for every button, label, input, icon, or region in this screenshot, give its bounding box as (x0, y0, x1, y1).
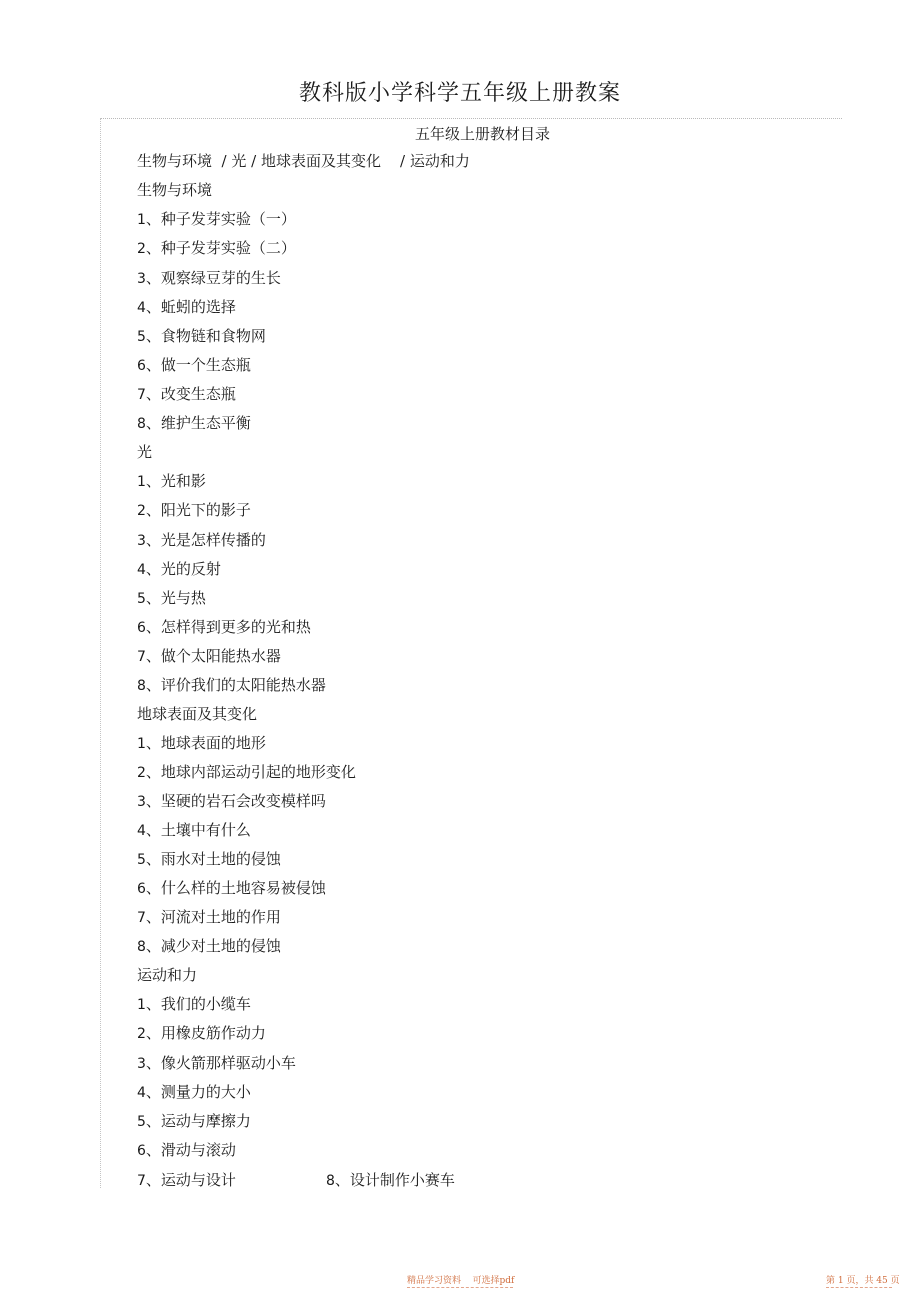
frame-top-border (100, 118, 842, 119)
lesson-item: 3、光是怎样传播的 (137, 531, 266, 549)
lesson-item: 7、做个太阳能热水器 (137, 647, 281, 665)
lesson-item: 1、种子发芽实验（一） (137, 210, 296, 228)
lesson-item: 7、运动与设计 (137, 1171, 236, 1189)
lesson-item: 6、做一个生态瓶 (137, 356, 251, 374)
lesson-item: 8、评价我们的太阳能热水器 (137, 676, 326, 694)
unit-heading: 生物与环境 (137, 181, 213, 199)
lesson-item: 2、阳光下的影子 (137, 501, 251, 519)
lesson-item: 6、怎样得到更多的光和热 (137, 618, 311, 636)
lesson-item: 5、光与热 (137, 589, 206, 607)
lesson-item: 5、雨水对土地的侵蚀 (137, 850, 281, 868)
lesson-item: 6、什么样的土地容易被侵蚀 (137, 879, 326, 897)
units-overview-line: 生物与环境 / 光 / 地球表面及其变化 / 运动和力 (137, 152, 470, 170)
lesson-item: 3、坚硬的岩石会改变模样吗 (137, 792, 326, 810)
lesson-item: 2、种子发芽实验（二） (137, 239, 296, 257)
lesson-item: 1、地球表面的地形 (137, 734, 266, 752)
toc-heading: 五年级上册教材目录 (414, 125, 550, 143)
lesson-item: 4、土壤中有什么 (137, 821, 251, 839)
footer-watermark-text: 精品学习资料 可选择pdf (407, 1276, 515, 1286)
lesson-item: 5、运动与摩擦力 (137, 1112, 251, 1130)
lesson-item: 7、改变生态瓶 (137, 385, 236, 403)
unit-heading: 光 (137, 443, 153, 461)
unit-heading: 地球表面及其变化 (137, 705, 258, 723)
lesson-item: 2、用橡皮筋作动力 (137, 1024, 266, 1042)
lesson-item: 2、地球内部运动引起的地形变化 (137, 763, 356, 781)
lesson-item: 4、测量力的大小 (137, 1083, 251, 1101)
lesson-item: 5、食物链和食物网 (137, 327, 266, 345)
lesson-item: 8、维护生态平衡 (137, 414, 251, 432)
document-title: 教科版小学科学五年级上册教案 (298, 81, 621, 106)
lesson-item-extra: 8、设计制作小赛车 (326, 1171, 455, 1189)
footer-watermark-rule (407, 1287, 513, 1288)
lesson-item: 7、河流对土地的作用 (137, 908, 281, 926)
frame-left-border (100, 118, 101, 1188)
lesson-item: 3、像火箭那样驱动小车 (137, 1054, 296, 1072)
unit-heading: 运动和力 (137, 966, 198, 984)
lesson-item: 8、减少对土地的侵蚀 (137, 937, 281, 955)
page-number: 第 1 页，共 45 页 (826, 1276, 900, 1286)
lesson-item: 1、光和影 (137, 472, 206, 490)
lesson-item: 3、观察绿豆芽的生长 (137, 269, 281, 287)
page-number-rule (826, 1287, 892, 1288)
lesson-item: 6、滑动与滚动 (137, 1141, 236, 1159)
lesson-item: 4、光的反射 (137, 560, 221, 578)
lesson-item: 1、我们的小缆车 (137, 995, 251, 1013)
lesson-item: 4、蚯蚓的选择 (137, 298, 236, 316)
